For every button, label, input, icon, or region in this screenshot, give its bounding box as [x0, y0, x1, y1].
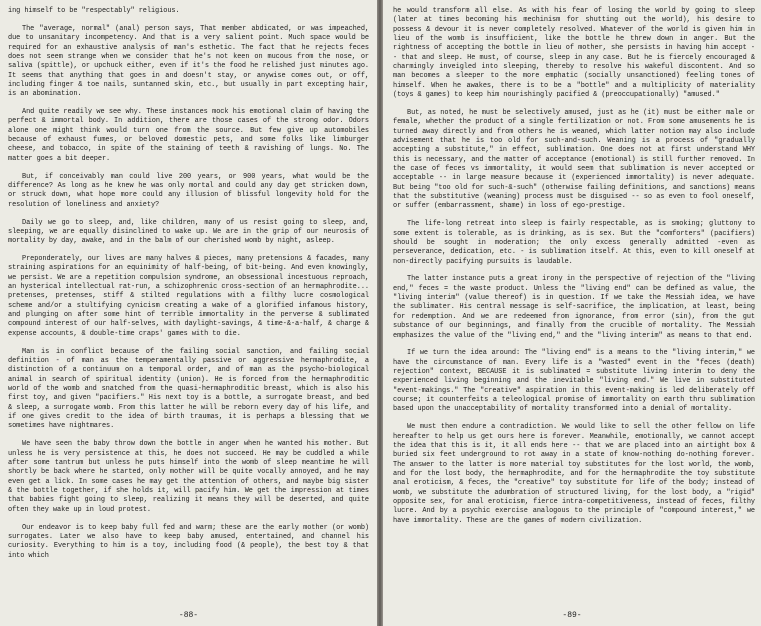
paragraph: If we turn the idea around: The "living end" is a means to the "living interim," we have the circumstance of man. Every life is a "wasted" event in the "feces (death) rejection" context, BECAUSE it is sublimated = substitute living interim to deny the experienced living beginning and the inevitable "living end." We live in substituted "event-makings." The "creative" aspiration in this event-making is led deliberately off course; it counterfeits a teleological promise of immortality on earth thru sublimation based upon the unacceptability of mortality transformed into a denial of mortality.: [393, 349, 755, 414]
paragraph: ing himself to be "respectably" religious.: [8, 7, 180, 15]
paragraph: But, if conceivably man could live 200 years, or 900 years, what would be the difference? As long as he knew he was only mortal and could any day get stricken down, or struck down, what hope more could any illusion of blissful longevity hold for the resolution of loneliness and anxiety?: [8, 172, 369, 209]
paragraph: The life-long retreat into sleep is fairly respectable, as is smoking; gluttony to some extent is tolerable, as is drinking, as is sex. But the "comforters" (pacifiers) should be sought in moderation; the only excess generally admitted -even as perseverance, dedication, etc. - is sublimation itself. At this, even to kill oneself at non-directly pacifying pursuits is laudable.: [393, 220, 755, 266]
left-page: [0, 0, 377, 626]
right-page-text: [393, 7, 755, 526]
paragraph: The "average, normal" (anal) person says, That member abdicated, or was impeached, due to unsanitary incompetency. And that is a very salient point. Much space would be required for an exhaustive analysis of man's esthetic. The fact that he rejects feces does not seem strange when we consider that he's not keen on mucous from the nose, or saliva (spittle), or upchuck either, even if it's the food he relished just minutes ago. It seems that anything that goes in and doesn't stay, or anywise comes out, or off, including finger & toe nails, suntanned skin, etc., but usually in part excepting hair, is an abomination.: [8, 24, 369, 99]
paragraph: But, as noted, he must be selectively amused, just as he (it) must be either male or female, whether the product of a single fertilization or not. From some amusements he is turned away directly and from others he is weaned, which latter notion may also include advisement that he is too old for such-and-such. Weaning is a process of "gradually accepting a substitute," in effect, sublimation. One does not at first understand WHY this is necessary, and the matter of acceptance (emotional) is still further removed. In the case of feces vs immortality, it would seem that sublimation is never accepted or acceptable -- in large measure because it (experienced immortality) is never adequate. But being "too old for such-&-such" (otherwise failing definitions, and sanctions) means that the substitutive (weaning) process must be disguised -- so as even to fool oneself, or suffer (embarrassment, shame) in loss of ego-prestige.: [393, 108, 755, 211]
paragraph: Our endeavor is to keep baby full fed and warm; these are the early mother (or womb) surrogates. Later we also have to keep baby amused, entertained, and channel his curiosity. Everything to him is a toy, including food (& people), the best toy & that into which: [8, 523, 369, 560]
paragraph: We have seen the baby throw down the bottle in anger when he wanted his mother. But unless he is very persistence at this, he does not succeed. He may be cuddled a while after some tantrum but unless he puts himself into the womb of sleep meantime he will shortly be back where he started, only mother will be quite vocally annoyed, and he may even get a lick. In some cases he may get the attention of others, and maybe big sister & the bottle together, if she holds it, will pacify him. We get the impression at times that babies fight going to sleep, realizing it means they will be deserted, and quite often they wake up in loud protest.: [8, 440, 369, 514]
left-page-text: [8, 7, 369, 561]
paragraph: Daily we go to sleep, and, like children, many of us resist going to sleep, and, sleeping, we are equally disinclined to wake up. We are in the grip of our neurosis of mortality by day, awake, and in the balm of our cherished womb by night, asleep.: [8, 218, 369, 246]
page-number: -88-: [178, 611, 199, 620]
paragraph: Preponderately, our lives are many halves & pieces, many pretensions & facades, many straining aspirations for an equinimity of half-being, of bit-being. And even knowingly, we persist. We are a repetition compulsion syndrome, an obsessional incestuous reproach, an hysterical intellectual rat-run, a schizophrenic cross-section of an hermaphrodite... pretenses, pretenses, stiff & stilted regulations with a filthy lucre cosmological scheme and/or a stultifying cynicism creating a wake of a glorified infamous history, and plunging on after some hint of terrible immortality in the perverse & sublimated compound interest of our half-selves, with daylight-savings, & time-&-a-half, & charge & expense accounts, & double-time craps' games with to die.: [8, 255, 369, 338]
paragraph: Man is in conflict because of the failing social sanction, and failing social definition - of man as the temperamentally passive or aggressive hermaphrodite, a distinction of a continuum on a temporal order, and of man as the psycho-biological animal in search of spiritual identity (union). He is forced from the hermaphroditic world of the womb and snatched from the quasi-hermaphroditic breast, which is also his first toy, and given "pacifiers." His next toy is a bottle, a surrogate breast, and bed & sleep, a surrogate womb. From this latter he will be reborn every day of his life, and if one gives credit to the idea of birth traumas, it is perhaps a blessing that we sometimes have nightmares.: [8, 347, 369, 431]
paragraph: he would transform all else. As with his fear of losing the world by going to sleep (later at times becoming his mechinism for shutting out the world), his desire to possess & devour it is never completely resolved. Whatever of the world is given him in lieu of the womb is insufficient, like the bottle he threw down in anger. But the rightness of accepting the bottle in lieu of mother, she persists in having him accept -- that and sleep. He must, of course, sleep in any case. But he is fiercely encouraged & charmingly inveigled into sleeping, thereby to resolve his wakeful discontent. And so man becomes a sleeper to the more emphatic (socially unsanctioned) feeling tones of himself. When he awakes, there is to be a "bottle" and a multiplicity of materiality (toys & games) to keep him nourishingly pacified & (preoccupationally) "amused.": [393, 7, 755, 100]
paragraph: The latter instance puts a great irony in the perspective of rejection of the "living end," feces = the waste product. Unless the "living end" can be defined as value, the "living interim" (value thereof) is in question. If we take the Messiah idea, we have the sublimater. His central message is self-sacrifice, the implication, at least, being for redemption. And we are redeemed from ignorance, from error (sin), from the gut substance of our beginnings, and finally from the crucible of mortality. The Messiah emphasizes the value of the "living end," and the "living interim" as means to that end.: [393, 275, 755, 340]
paragraph: And quite readily we see why. These instances mock his emotional claim of having the perfect & immortal body. In addition, there are those cases of the strong odor. Odors alone one might think would turn one from the source. But few give up automobiles because of exhaust fumes, or beloved domestic pets, and some folks like limburger cheese, and tobacco, in spite of the staining of teeth & ravishing of lungs. No. The matter goes a bit deeper.: [8, 108, 369, 163]
paragraph: We must then endure a contradiction. We would like to sell the other fellow on life hereafter to help us get ours here is forever. Meanwhile, emotionally, we cannot accept the idea that this is it, it all ends here -- that we are placed into an airtight box & buried six feet underground to rot away in a state of know-nothing do-nothing forever. The answer to the latter is more material toy substitutes for the lost world, the womb, and for the lost body, the hermaphrodite, and for the hermaphrodite the toy substitute anal eroticism, & feces, the "creative" toy substitute for life of the body; instead of womb, we substitute the adumbration of structured living, for the lost body, a "rigid" opposite sex, for anal eroticism, fierce intra-competitiveness, instead of feces, filthy lucre. And by a psychic exercise analogous to the principle of "compound interest," we have immortality. These are the games of modern civilization.: [393, 423, 755, 525]
page-number: -89-: [562, 611, 582, 620]
right-page: [383, 0, 761, 626]
